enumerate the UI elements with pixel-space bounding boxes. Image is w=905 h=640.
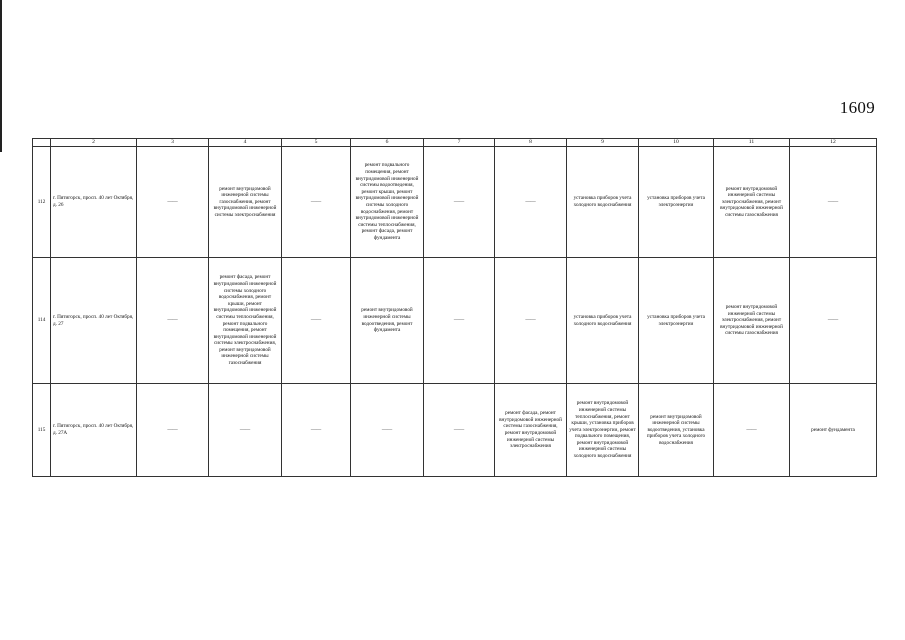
page-number: 1609: [839, 98, 875, 117]
table-cell: ремонт внутридомовой инженерной системы теплоснабжения, ремонт крыши, установка приборов учета электроэнергии, ремонт подвального помещения, ремонт внутридомовой инженерной системы холодного водоснабжения: [567, 384, 639, 477]
table-row: [33, 384, 877, 477]
table-cell: ——: [137, 384, 209, 477]
col-header-12: 12: [790, 139, 877, 147]
col-header-10: 10: [639, 139, 714, 147]
table-cell: установка приборов учета холодного водоснабжения: [567, 258, 639, 384]
row-number: 114: [33, 258, 51, 384]
table-cell: ——: [495, 147, 567, 258]
col-header-9: 9: [567, 139, 639, 147]
table-cell: ——: [282, 147, 351, 258]
table-cell: ремонт фасада, ремонт внутридомовой инженерной системы холодного водоснабжения, ремонт крыши, ремонт внутридомовой инженерной системы теплоснабжения, ремонт подвального помещения, ремонт внутридомовой инженерной системы электроснабжения, ремонт внутридомовой инженерной системы газоснабжения: [209, 258, 282, 384]
table-cell: ——: [137, 147, 209, 258]
table-cell: ремонт внутридомовой инженерной системы водоотведения, ремонт фундамента: [351, 258, 424, 384]
row-number: 115: [33, 384, 51, 477]
col-header-6: 6: [351, 139, 424, 147]
table-cell: ——: [714, 384, 790, 477]
table-cell: ——: [790, 147, 877, 258]
table-cell: ——: [282, 258, 351, 384]
col-header-8: 8: [495, 139, 567, 147]
table-cell: ——: [282, 384, 351, 477]
table-cell: ремонт внутридомовой инженерной системы электроснабжения, ремонт внутридомовой инженерной системы газоснабжения: [714, 258, 790, 384]
table-row: [33, 147, 877, 258]
table-cell: ремонт внутридомовой инженерной системы водоотведения, установка приборов учета холодного водоснабжения: [639, 384, 714, 477]
col-header-2: 2: [51, 139, 137, 147]
table-cell: ——: [424, 258, 495, 384]
col-header-4: 4: [209, 139, 282, 147]
table-cell: установка приборов учета электроэнергии: [639, 258, 714, 384]
col-header-1: [33, 139, 51, 147]
table-cell: ремонт внутридомовой инженерной системы электроснабжения, ремонт внутридомовой инженерной системы газоснабжения: [714, 147, 790, 258]
address-cell: г. Пятигорск, просп. 40 лет Октября, д. 26: [51, 147, 137, 258]
table-cell: установка приборов учета холодного водоснабжения: [567, 147, 639, 258]
col-header-5: 5: [282, 139, 351, 147]
row-number: 112: [33, 147, 51, 258]
table-cell: ремонт фасада, ремонт внутридомовой инженерной системы газоснабжения, ремонт внутридомовой инженерной системы электроснабжения: [495, 384, 567, 477]
address-cell: г. Пятигорск, просп. 40 лет Октября, д. 27: [51, 258, 137, 384]
table-cell: установка приборов учета электроэнергии: [639, 147, 714, 258]
col-header-7: 7: [424, 139, 495, 147]
scan-edge-line: [0, 0, 2, 152]
table-cell: ——: [424, 384, 495, 477]
repair-schedule-table: [32, 138, 877, 477]
table-row: [33, 258, 877, 384]
table-cell: ——: [209, 384, 282, 477]
table-cell: ——: [790, 258, 877, 384]
col-header-3: 3: [137, 139, 209, 147]
col-header-11: 11: [714, 139, 790, 147]
header-row: [33, 139, 877, 147]
table-cell: ——: [424, 147, 495, 258]
table-cell: ремонт фундамента: [790, 384, 877, 477]
table-cell: ремонт подвального помещения, ремонт внутридомовой инженерной системы водоотведения, ремонт крыши, ремонт внутридомовой инженерной системы холодного водоснабжения, ремонт внутридомовой инженерной системы теплоснабжения, ремонт фасада, ремонт фундамента: [351, 147, 424, 258]
table-cell: ремонт внутридомовой инженерной системы газоснабжения, ремонт внутридомовой инженерной системы электроснабжения: [209, 147, 282, 258]
table-cell: ——: [137, 258, 209, 384]
address-cell: г. Пятигорск, просп. 40 лет Октября, д. 27А: [51, 384, 137, 477]
table-cell: ——: [351, 384, 424, 477]
table-cell: ——: [495, 258, 567, 384]
